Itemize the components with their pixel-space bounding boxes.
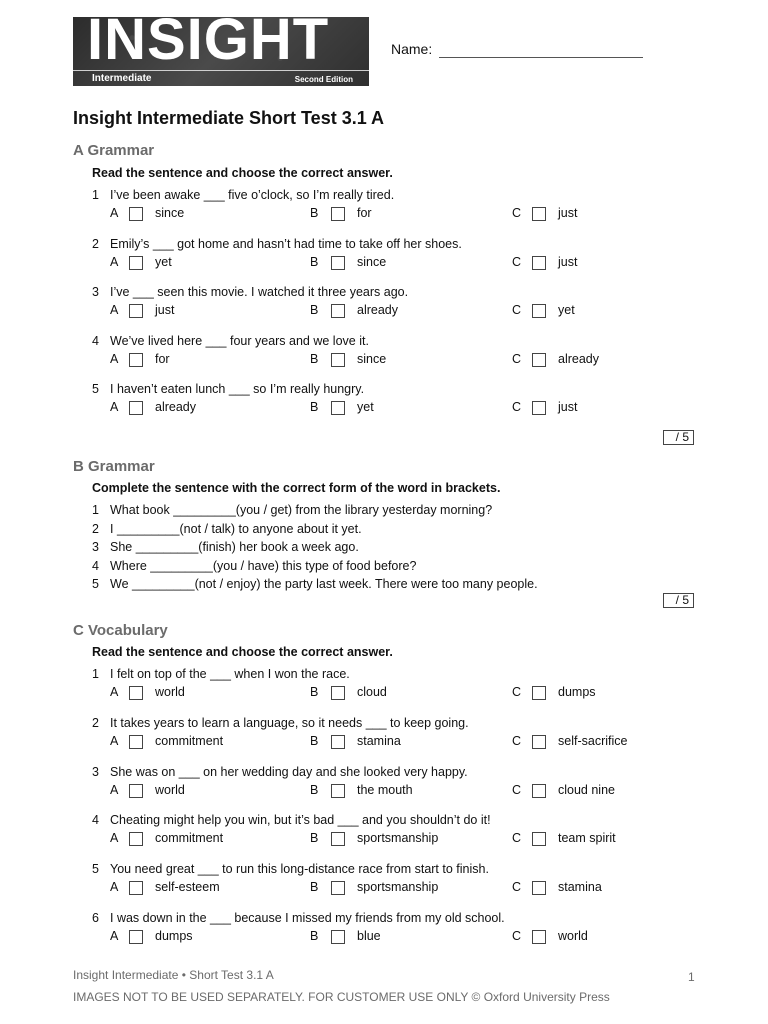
question-number: 2: [92, 521, 99, 536]
section-heading: A Grammar: [73, 142, 155, 159]
answer-checkbox[interactable]: [331, 207, 345, 221]
option-letter: B: [310, 831, 319, 846]
option-letter: A: [110, 733, 119, 748]
answer-checkbox[interactable]: [331, 930, 345, 944]
answer-checkbox[interactable]: [331, 735, 345, 749]
answer-checkbox[interactable]: [331, 304, 345, 318]
answer-checkbox[interactable]: [129, 784, 143, 798]
option-letter: A: [110, 400, 119, 414]
option-letter: B: [310, 880, 319, 895]
answer-checkbox[interactable]: [129, 401, 143, 415]
answer-checkbox[interactable]: [331, 353, 345, 367]
option-text: cloud nine: [558, 782, 615, 797]
question-number: 1: [92, 503, 99, 517]
option-letter: C: [512, 929, 522, 943]
option-text: stamina: [558, 880, 602, 895]
answer-checkbox[interactable]: [331, 686, 345, 700]
score-box: / 5: [663, 593, 694, 608]
option-text: yet: [357, 400, 374, 414]
option-text: for: [155, 351, 170, 366]
option-text: sportsmanship: [357, 831, 439, 846]
option-text: sportsmanship: [357, 880, 439, 895]
question-text: I haven’t eaten lunch ___ so I’m really hungry.: [110, 382, 365, 396]
option-text: yet: [155, 254, 172, 269]
question-text: I’ve ___ seen this movie. I watched it three years ago.: [110, 285, 409, 299]
section-instruction: Complete the sentence with the correct form of the word in brackets.: [92, 481, 501, 495]
question-number: 6: [92, 911, 99, 925]
answer-checkbox[interactable]: [331, 401, 345, 415]
score-box: / 5: [663, 430, 694, 445]
question-text: It takes years to learn a language, so it needs ___ to keep going.: [110, 715, 469, 730]
option-text: just: [558, 206, 578, 220]
option-letter: C: [512, 351, 522, 366]
option-text: stamina: [357, 733, 401, 748]
option-text: world: [155, 782, 185, 797]
section-instruction: Read the sentence and choose the correct answer.: [92, 645, 393, 659]
answer-checkbox[interactable]: [532, 256, 546, 270]
option-text: already: [357, 303, 398, 317]
question-text: She was on ___ on her wedding day and she looked very happy.: [110, 764, 468, 779]
option-text: world: [155, 685, 185, 699]
section-heading: C Vocabulary: [73, 622, 168, 639]
option-letter: A: [110, 685, 119, 699]
question-number: 1: [92, 667, 99, 681]
question-text: You need great ___ to run this long-distance race from start to finish.: [110, 862, 489, 877]
page-number: 1: [688, 970, 695, 984]
answer-checkbox[interactable]: [532, 401, 546, 415]
option-letter: C: [512, 685, 522, 699]
option-letter: B: [310, 206, 319, 220]
option-letter: B: [310, 351, 319, 366]
answer-checkbox[interactable]: [129, 686, 143, 700]
question-text: We’ve lived here ___ four years and we love it.: [110, 333, 369, 348]
option-letter: C: [512, 206, 522, 220]
answer-checkbox[interactable]: [532, 207, 546, 221]
copyright-notice: IMAGES NOT TO BE USED SEPARATELY. FOR CUSTOMER USE ONLY © Oxford University Press: [73, 990, 610, 1004]
option-text: just: [558, 254, 578, 269]
insight-logo: [73, 17, 369, 86]
answer-checkbox[interactable]: [129, 832, 143, 846]
option-letter: B: [310, 400, 319, 414]
answer-checkbox[interactable]: [129, 304, 143, 318]
option-text: since: [155, 206, 185, 220]
question-text: Emily’s ___ got home and hasn’t had time to take off her shoes.: [110, 236, 462, 251]
question-text: I felt on top of the ___ when I won the race.: [110, 667, 350, 681]
option-letter: A: [110, 831, 119, 846]
question-text: She _________(finish) her book a week ago.: [110, 540, 359, 554]
section-instruction: Read the sentence and choose the correct answer.: [92, 166, 393, 180]
option-text: cloud: [357, 685, 387, 699]
option-letter: B: [310, 782, 319, 797]
section-heading: B Grammar: [73, 458, 155, 475]
option-text: already: [155, 400, 196, 414]
option-text: self-sacrifice: [558, 733, 628, 748]
answer-checkbox[interactable]: [331, 881, 345, 895]
option-letter: A: [110, 303, 119, 317]
answer-checkbox[interactable]: [532, 304, 546, 318]
answer-checkbox[interactable]: [532, 353, 546, 367]
option-text: just: [155, 303, 175, 317]
question-number: 4: [92, 813, 99, 828]
answer-checkbox[interactable]: [532, 735, 546, 749]
option-text: since: [357, 351, 387, 366]
question-number: 5: [92, 382, 99, 396]
logo-edition: Second Edition: [294, 75, 353, 84]
question-text: I was down in the ___ because I missed my friends from my old school.: [110, 911, 505, 925]
answer-checkbox[interactable]: [129, 353, 143, 367]
option-letter: B: [310, 254, 319, 269]
answer-checkbox[interactable]: [532, 881, 546, 895]
answer-checkbox[interactable]: [532, 832, 546, 846]
option-letter: A: [110, 880, 119, 895]
option-letter: B: [310, 685, 319, 699]
question-number: 3: [92, 540, 99, 554]
answer-checkbox[interactable]: [532, 930, 546, 944]
option-text: commitment: [155, 831, 224, 846]
logo-level: Intermediate: [92, 73, 152, 84]
question-number: 4: [92, 558, 99, 573]
question-text: Cheating might help you win, but it’s bad ___ and you shouldn’t do it!: [110, 813, 491, 828]
option-letter: A: [110, 929, 119, 943]
answer-checkbox[interactable]: [129, 735, 143, 749]
logo-word: INSIGHT: [87, 17, 330, 72]
option-text: already: [558, 351, 599, 366]
option-text: dumps: [558, 685, 596, 699]
name-label: Name:: [391, 41, 433, 57]
answer-checkbox[interactable]: [129, 256, 143, 270]
question-text: I’ve been awake ___ five o’clock, so I’m really tired.: [110, 188, 395, 202]
question-number: 1: [92, 188, 99, 202]
option-text: commitment: [155, 733, 224, 748]
answer-checkbox[interactable]: [129, 930, 143, 944]
question-number: 5: [92, 862, 99, 877]
answer-checkbox[interactable]: [129, 881, 143, 895]
question-text: We _________(not / enjoy) the party last week. There were too many people.: [110, 577, 538, 591]
option-letter: B: [310, 303, 319, 317]
question-number: 4: [92, 333, 99, 348]
option-letter: B: [310, 733, 319, 748]
option-letter: C: [512, 733, 522, 748]
answer-checkbox[interactable]: [532, 784, 546, 798]
option-text: yet: [558, 303, 575, 317]
option-letter: A: [110, 351, 119, 366]
answer-checkbox[interactable]: [331, 256, 345, 270]
option-text: just: [558, 400, 578, 414]
option-letter: C: [512, 831, 522, 846]
answer-checkbox[interactable]: [129, 207, 143, 221]
option-text: the mouth: [357, 782, 413, 797]
question-number: 3: [92, 285, 99, 299]
option-letter: A: [110, 254, 119, 269]
question-text: What book _________(you / get) from the library yesterday morning?: [110, 503, 493, 517]
page-title: Insight Intermediate Short Test 3.1 A: [73, 108, 385, 128]
question-number: 2: [92, 715, 99, 730]
option-letter: B: [310, 929, 319, 943]
footer-title: Insight Intermediate • Short Test 3.1 A: [73, 968, 274, 982]
option-text: blue: [357, 929, 381, 943]
option-text: for: [357, 206, 372, 220]
option-letter: A: [110, 782, 119, 797]
question-number: 3: [92, 764, 99, 779]
option-letter: A: [110, 206, 119, 220]
question-number: 2: [92, 236, 99, 251]
option-text: self-esteem: [155, 880, 220, 895]
option-letter: C: [512, 303, 522, 317]
name-field[interactable]: [439, 57, 643, 58]
option-letter: C: [512, 254, 522, 269]
option-letter: C: [512, 400, 522, 414]
option-text: world: [558, 929, 588, 943]
question-number: 5: [92, 577, 99, 591]
option-letter: C: [512, 782, 522, 797]
option-letter: C: [512, 880, 522, 895]
option-text: since: [357, 254, 387, 269]
option-text: dumps: [155, 929, 193, 943]
answer-checkbox[interactable]: [532, 686, 546, 700]
option-text: team spirit: [558, 831, 616, 846]
question-text: I _________(not / talk) to anyone about it yet.: [110, 521, 362, 536]
answer-checkbox[interactable]: [331, 832, 345, 846]
answer-checkbox[interactable]: [331, 784, 345, 798]
question-text: Where _________(you / have) this type of food before?: [110, 558, 417, 573]
